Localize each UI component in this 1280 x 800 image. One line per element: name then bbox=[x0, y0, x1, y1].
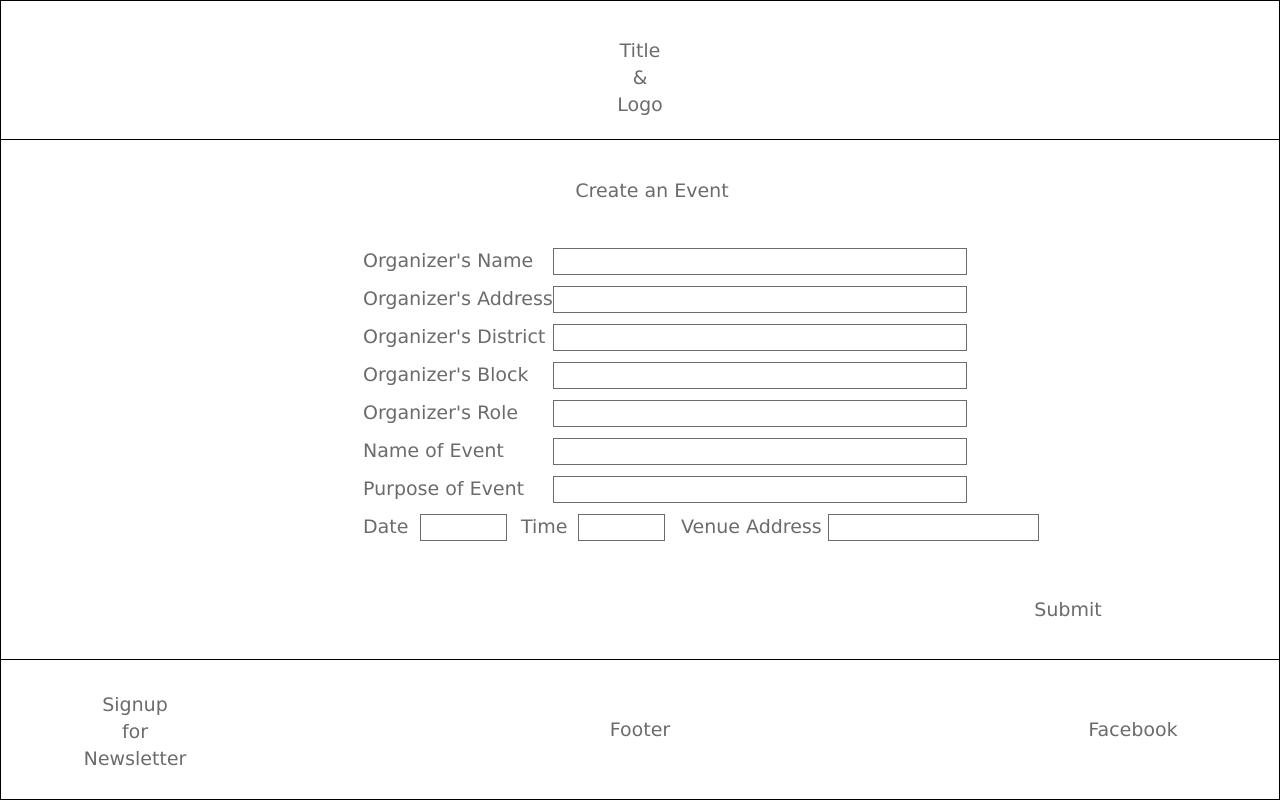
venue-address-label: Venue Address bbox=[681, 516, 822, 538]
organizer-role-input[interactable] bbox=[553, 400, 967, 427]
time-input[interactable] bbox=[578, 514, 665, 541]
organizer-name-input[interactable] bbox=[553, 248, 967, 275]
date-input[interactable] bbox=[420, 514, 507, 541]
create-event-form bbox=[0, 140, 1280, 660]
organizer-district-label: Organizer's District bbox=[363, 326, 546, 348]
time-label: Time bbox=[521, 516, 568, 538]
page-header bbox=[0, 0, 1280, 140]
organizer-block-label: Organizer's Block bbox=[363, 364, 529, 386]
newsletter-signup-link[interactable]: Signup for Newsletter bbox=[83, 694, 187, 770]
page-footer bbox=[0, 659, 1280, 800]
event-name-label: Name of Event bbox=[363, 440, 504, 462]
facebook-link[interactable]: Facebook bbox=[1088, 719, 1178, 741]
event-purpose-input[interactable] bbox=[553, 476, 967, 503]
organizer-address-label: Organizer's Address bbox=[363, 288, 553, 310]
venue-address-input[interactable] bbox=[828, 514, 1039, 541]
organizer-block-input[interactable] bbox=[553, 362, 967, 389]
organizer-district-input[interactable] bbox=[553, 324, 967, 351]
footer-label: Footer bbox=[609, 719, 671, 741]
organizer-role-label: Organizer's Role bbox=[363, 402, 519, 424]
date-label: Date bbox=[363, 516, 409, 538]
organizer-name-label: Organizer's Name bbox=[363, 250, 534, 272]
event-name-input[interactable] bbox=[553, 438, 967, 465]
event-purpose-label: Purpose of Event bbox=[363, 478, 525, 500]
form-title: Create an Event bbox=[575, 180, 729, 202]
submit-button[interactable]: Submit bbox=[1025, 595, 1111, 625]
title-and-logo: Title & Logo bbox=[617, 40, 663, 116]
organizer-address-input[interactable] bbox=[553, 286, 967, 313]
